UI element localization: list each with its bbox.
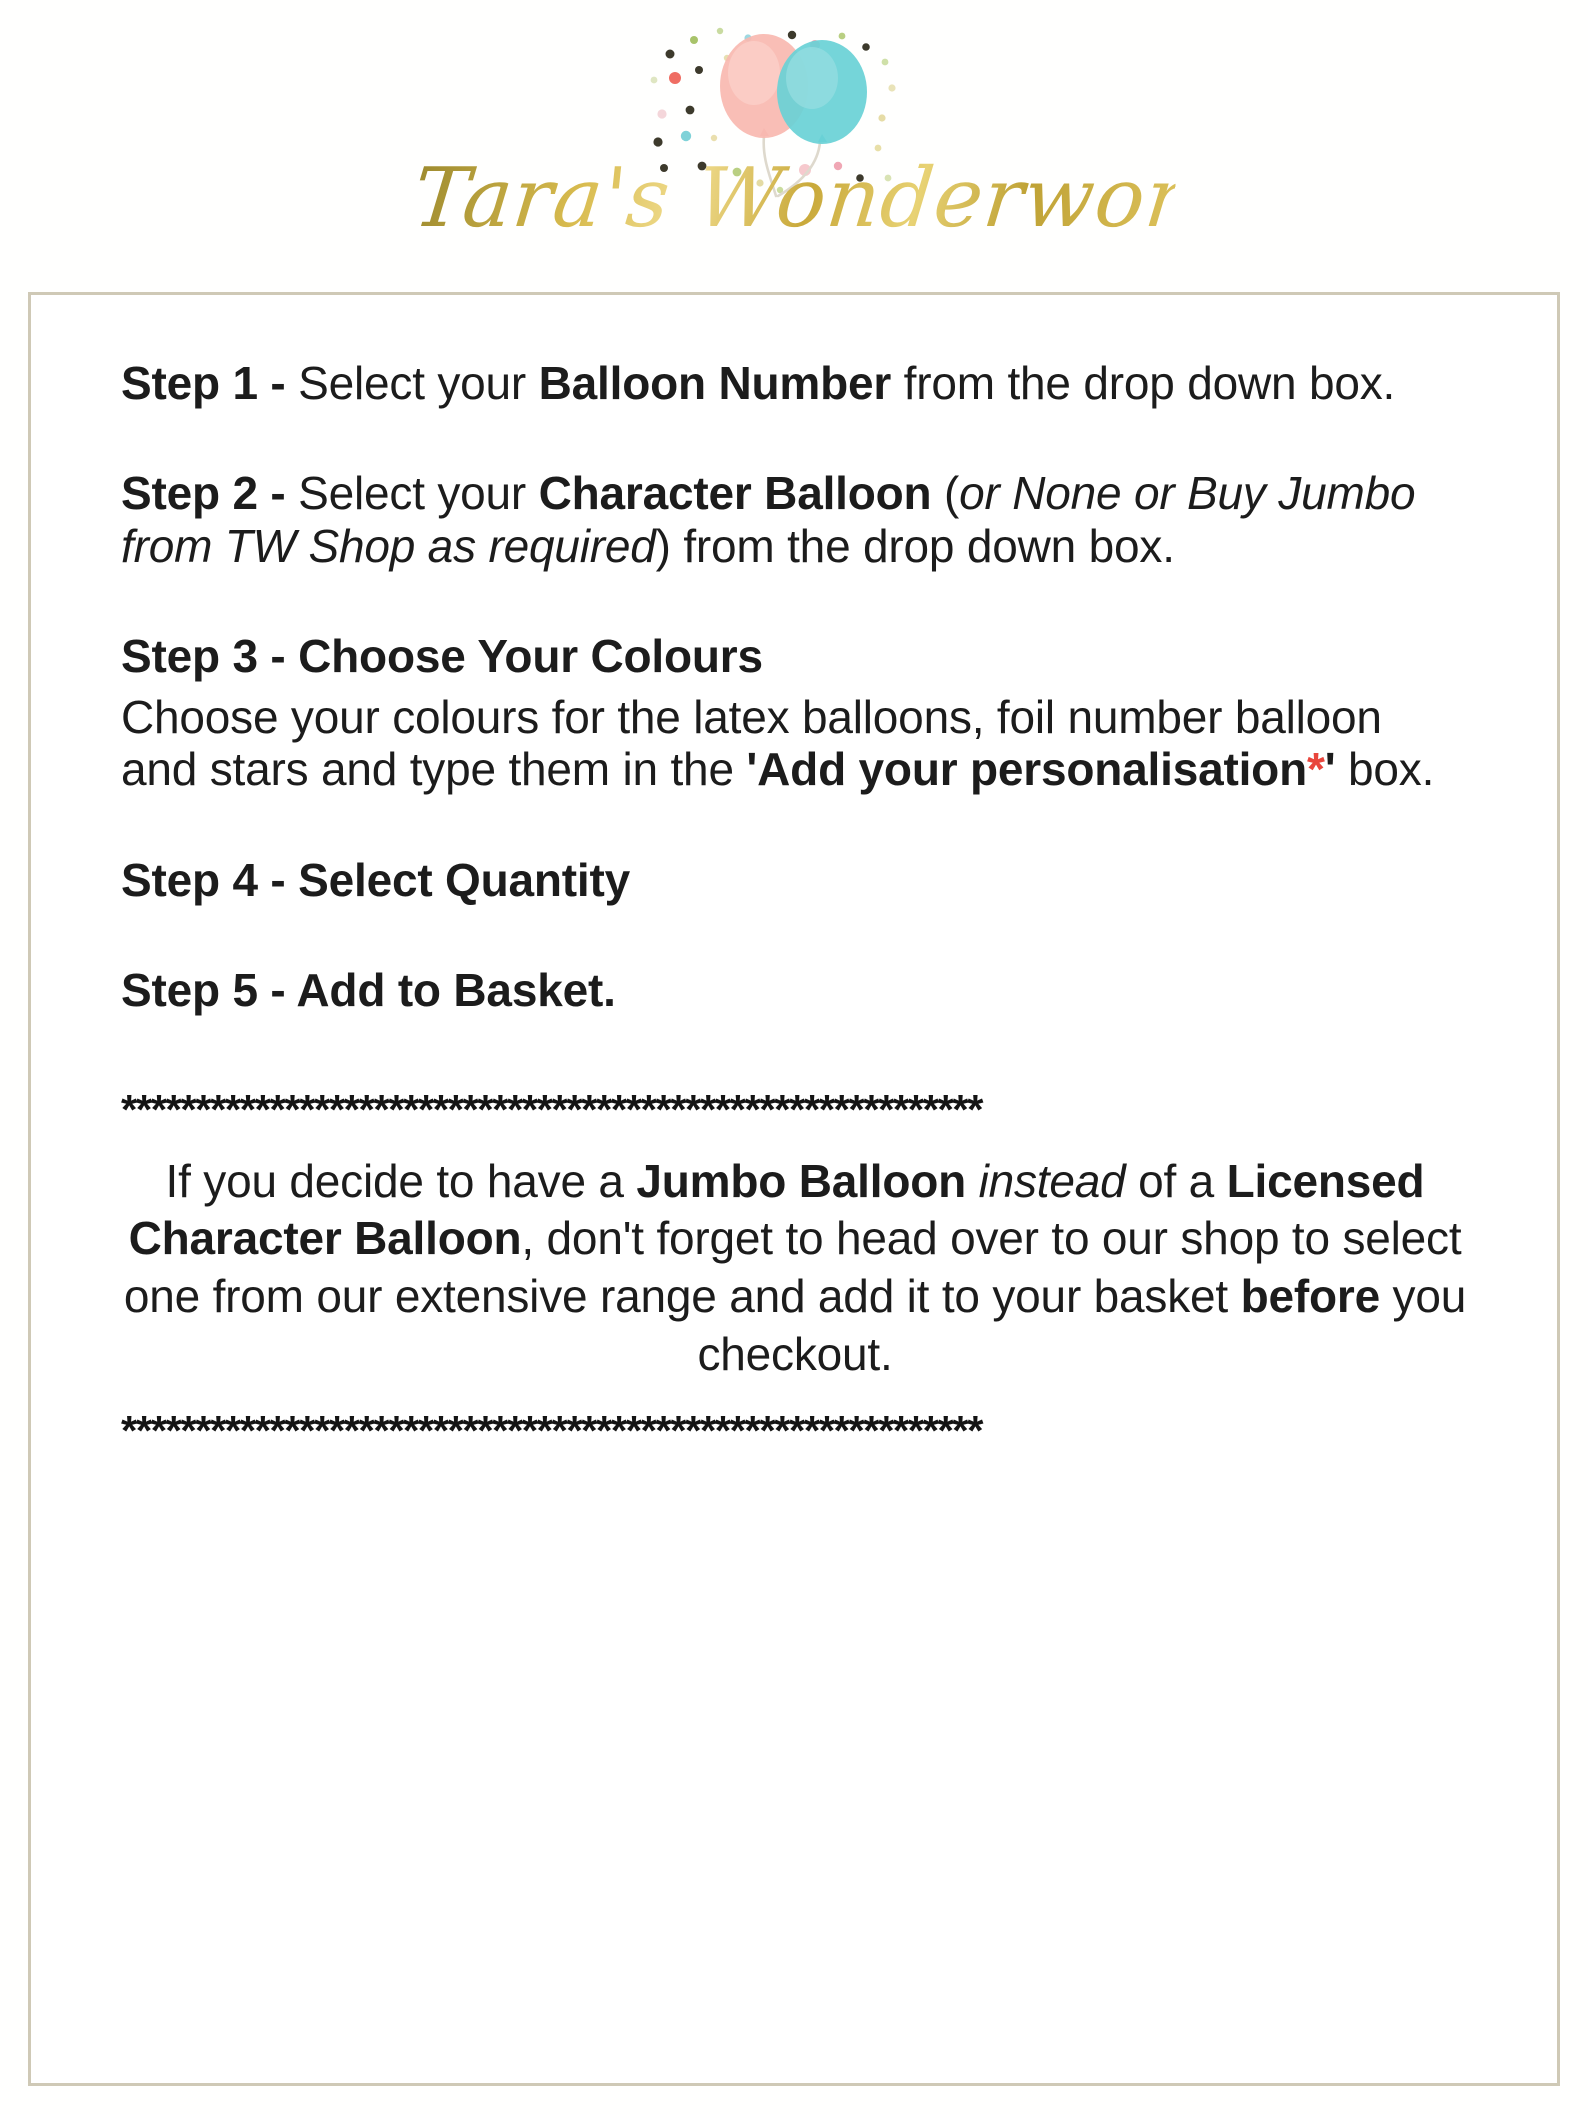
step-2-bold-a: Character Balloon <box>538 467 932 520</box>
step-1-label: Step 1 - <box>121 357 299 409</box>
step-1-text-a: Select your <box>298 357 539 409</box>
step-4-heading-text: Step 4 - Select Quantity <box>121 853 630 906</box>
step-1-bold-a: Balloon Number <box>538 357 892 409</box>
logo-header <box>0 0 1588 290</box>
footer-text-e: you checkout. <box>697 1270 1467 1381</box>
brand-name: Tara's Wonderworld <box>409 151 1272 246</box>
step-1-text-b: from the drop down box. <box>891 357 1396 409</box>
step-5-heading <box>121 964 1469 1016</box>
footer-text-a: If you decide to have a <box>165 1154 637 1207</box>
footer-bold-a: Jumbo Balloon <box>636 1154 967 1207</box>
step-2-text-a: Select your <box>298 467 539 520</box>
step-3-heading-text: Step 3 - Choose Your Colours <box>121 630 763 683</box>
step-2-label: Step 2 - <box>121 467 299 520</box>
brand-logo <box>409 18 1272 280</box>
step-3-text-a: Choose your colours for the latex balloons, foil number balloon and stars and type them in the <box>121 690 1382 796</box>
step-2-paragraph <box>121 467 1469 572</box>
footer-bold-c: before <box>1240 1270 1380 1323</box>
step-2-text-b: ( <box>931 467 960 520</box>
step-3-bold-b: ' <box>1324 743 1336 796</box>
step-3-text-b: box. <box>1335 743 1435 796</box>
divider-asterisks-top: ********************************************************** <box>121 1088 982 1131</box>
instructions-box <box>28 292 1560 2086</box>
footer-text-b <box>966 1155 979 1207</box>
footer-text-c: of a <box>1125 1154 1227 1207</box>
footer-italic-a: instead <box>978 1154 1126 1207</box>
step-2-italic-a: or None or Buy Jumbo from TW Shop as required <box>121 467 1416 572</box>
step-3-bold-a: 'Add your personalisation <box>746 743 1307 796</box>
required-asterisk: * <box>1306 743 1325 796</box>
step-2-text-c: ) from the drop down box. <box>655 519 1175 572</box>
step-4-heading <box>121 854 1469 906</box>
footer-bold-b: Licensed Character Balloon <box>128 1154 1425 1265</box>
step-5-heading-text: Step 5 - Add to Basket. <box>121 964 616 1017</box>
footer-text-d: , don't forget to head over to our shop to select one from our extensive range and add it to your basket <box>123 1212 1462 1323</box>
step-3-paragraph <box>121 691 1469 796</box>
step-1-paragraph <box>121 357 1469 409</box>
jumbo-balloon-note <box>121 1153 1469 1385</box>
divider-asterisks-bottom: ********************************************************** <box>121 1410 982 1453</box>
step-3-heading <box>121 630 1469 682</box>
